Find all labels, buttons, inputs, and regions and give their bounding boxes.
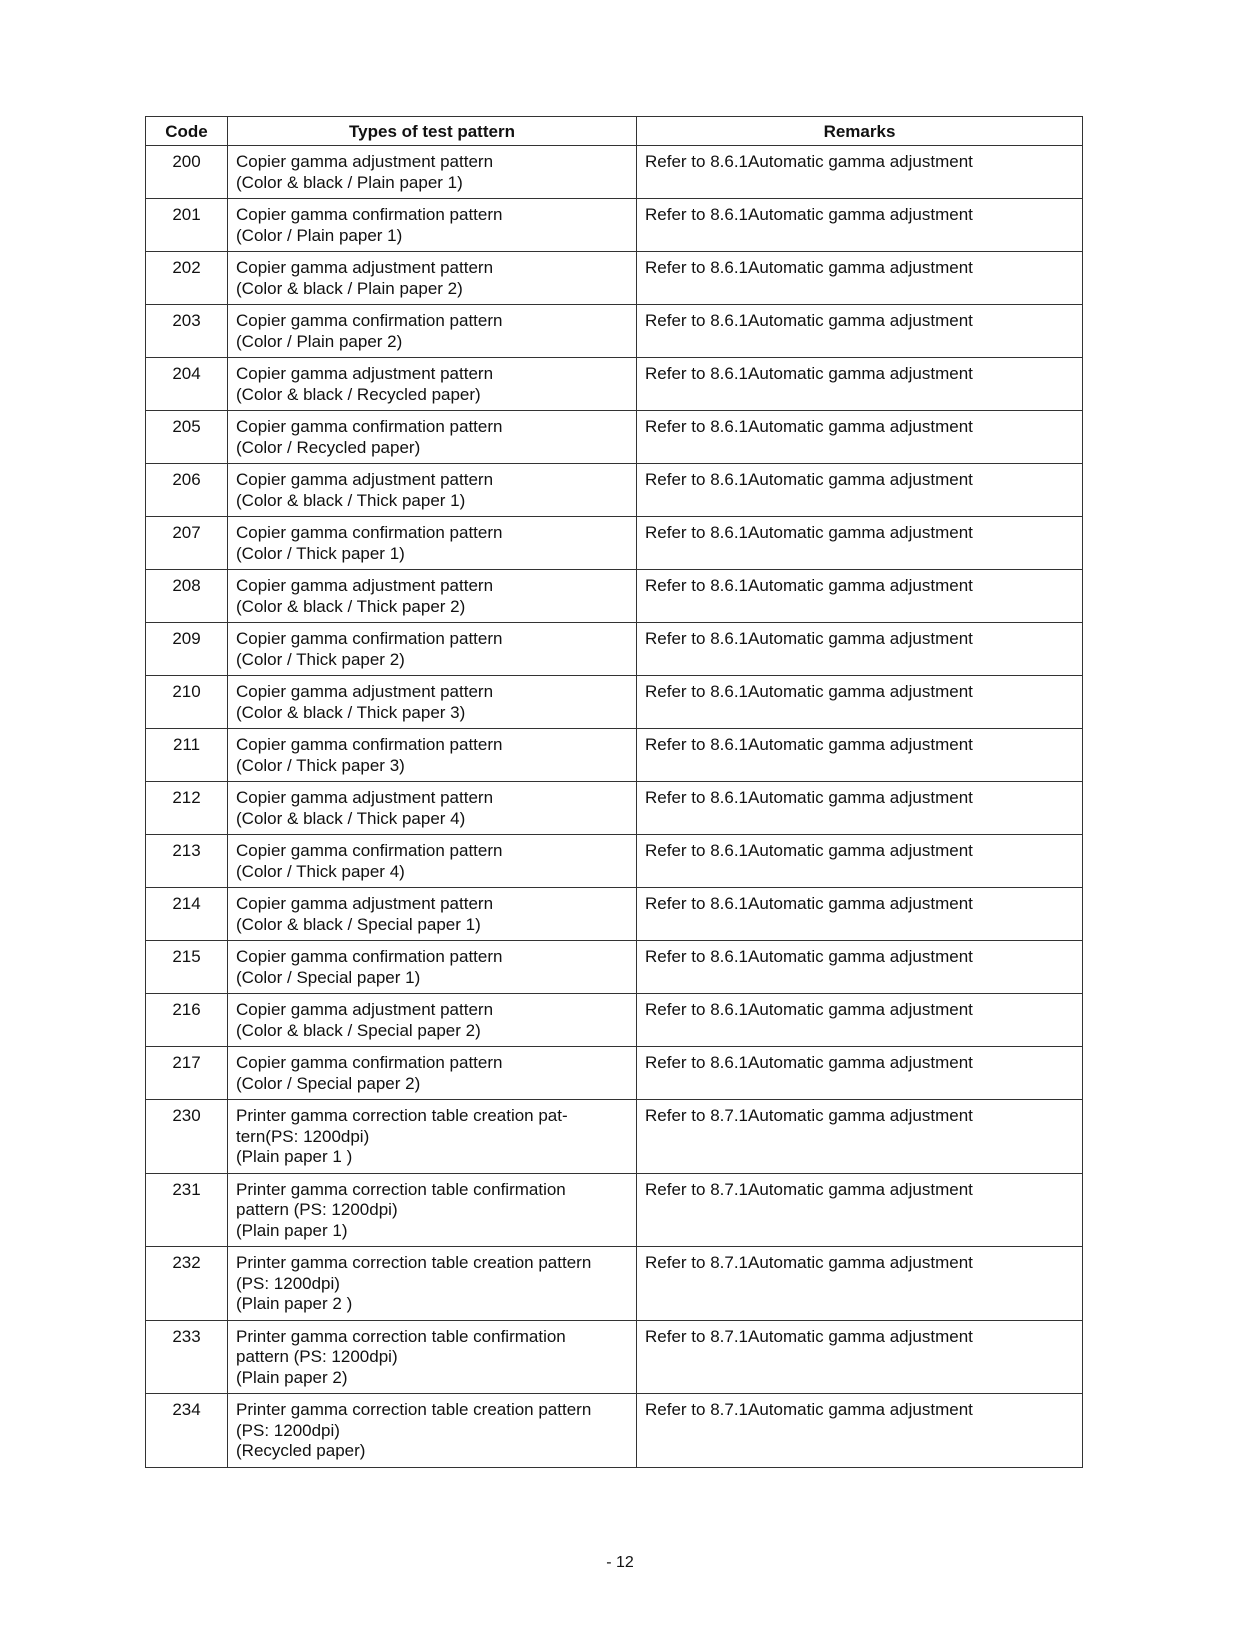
type-line: (Color / Thick paper 2) <box>236 649 405 669</box>
type-line: Copier gamma confirmation pattern <box>236 947 503 966</box>
type-line: Copier gamma adjustment pattern <box>236 1000 494 1019</box>
type-cell <box>228 199 637 252</box>
remarks-cell: Refer to 8.6.1Automatic gamma adjustment <box>637 676 1083 729</box>
remarks-cell: Refer to 8.6.1Automatic gamma adjustment <box>637 199 1083 252</box>
type-line: pattern (PS: 1200dpi) <box>236 1347 398 1366</box>
type-line: Copier gamma confirmation pattern <box>236 841 503 860</box>
remarks-cell: Refer to 8.7.1Automatic gamma adjustment <box>637 1394 1083 1468</box>
type-cell <box>228 252 637 305</box>
remarks-cell: Refer to 8.6.1Automatic gamma adjustment <box>637 888 1083 941</box>
type-line: Printer gamma correction table confirmation <box>236 1179 566 1199</box>
type-line: Printer gamma correction table creation pattern <box>236 1253 592 1272</box>
type-line: (Color / Thick paper 3) <box>236 755 405 775</box>
table-row <box>146 676 1083 729</box>
type-cell <box>228 888 637 941</box>
type-cell <box>228 1173 637 1247</box>
table-row <box>146 146 1083 199</box>
table-row <box>146 1047 1083 1100</box>
table-row <box>146 464 1083 517</box>
type-line: (Color / Special paper 1) <box>236 967 421 987</box>
type-line: (Color & black / Recycled paper) <box>236 384 481 404</box>
code-cell: 206 <box>146 464 228 517</box>
type-line: (Color / Thick paper 4) <box>236 861 405 881</box>
type-line: (Color / Plain paper 1) <box>236 225 403 245</box>
test-pattern-table <box>145 116 1083 1468</box>
type-line: Printer gamma correction table confirmation <box>236 1326 566 1346</box>
type-line: (Color & black / Special paper 1) <box>236 914 481 934</box>
type-line: (Color & black / Plain paper 1) <box>236 172 463 192</box>
code-cell: 209 <box>146 623 228 676</box>
code-cell: 213 <box>146 835 228 888</box>
type-cell <box>228 1247 637 1321</box>
type-line: (Plain paper 2) <box>236 1367 348 1387</box>
type-line: (Color & black / Special paper 2) <box>236 1020 481 1040</box>
code-cell: 230 <box>146 1100 228 1174</box>
type-cell <box>228 358 637 411</box>
table-row <box>146 1173 1083 1247</box>
table-row <box>146 1247 1083 1321</box>
type-cell <box>228 464 637 517</box>
remarks-cell: Refer to 8.6.1Automatic gamma adjustment <box>637 994 1083 1047</box>
type-cell <box>228 623 637 676</box>
type-line: (Color / Plain paper 2) <box>236 331 403 351</box>
type-cell <box>228 994 637 1047</box>
remarks-cell: Refer to 8.6.1Automatic gamma adjustment <box>637 570 1083 623</box>
type-line: (Color & black / Plain paper 2) <box>236 278 463 298</box>
code-cell: 210 <box>146 676 228 729</box>
table-row <box>146 888 1083 941</box>
code-cell: 214 <box>146 888 228 941</box>
table-row <box>146 835 1083 888</box>
table-body <box>146 146 1083 1468</box>
type-line: Copier gamma adjustment pattern <box>236 152 494 171</box>
type-line: (Color / Recycled paper) <box>236 437 421 457</box>
code-cell: 203 <box>146 305 228 358</box>
type-line: Printer gamma correction table creation pattern <box>236 1400 592 1419</box>
type-cell <box>228 729 637 782</box>
type-line: (PS: 1200dpi) <box>236 1273 340 1293</box>
code-cell: 205 <box>146 411 228 464</box>
header-type: Types of test pattern <box>228 117 637 146</box>
type-line: (PS: 1200dpi) <box>236 1420 340 1440</box>
table-row <box>146 517 1083 570</box>
code-cell: 217 <box>146 1047 228 1100</box>
code-cell: 216 <box>146 994 228 1047</box>
table-row <box>146 358 1083 411</box>
remarks-cell: Refer to 8.6.1Automatic gamma adjustment <box>637 941 1083 994</box>
type-line: (Color & black / Thick paper 4) <box>236 808 466 828</box>
remarks-cell: Refer to 8.7.1Automatic gamma adjustment <box>637 1100 1083 1174</box>
type-line: Copier gamma confirmation pattern <box>236 629 503 648</box>
code-cell: 211 <box>146 729 228 782</box>
type-line: (Plain paper 2 ) <box>236 1294 353 1313</box>
type-line: Copier gamma adjustment pattern <box>236 470 494 489</box>
type-line: (Recycled paper) <box>236 1441 366 1460</box>
type-line: Copier gamma confirmation pattern <box>236 735 503 754</box>
type-cell <box>228 835 637 888</box>
type-line: Copier gamma confirmation pattern <box>236 311 503 330</box>
code-cell: 207 <box>146 517 228 570</box>
type-line: Copier gamma adjustment pattern <box>236 682 494 701</box>
type-line: Copier gamma adjustment pattern <box>236 894 494 913</box>
type-cell <box>228 305 637 358</box>
type-cell <box>228 1047 637 1100</box>
page-number: - 12 <box>606 1554 634 1571</box>
table-row <box>146 782 1083 835</box>
code-cell: 232 <box>146 1247 228 1321</box>
type-cell <box>228 782 637 835</box>
header-remarks: Remarks <box>637 117 1083 146</box>
table-row <box>146 411 1083 464</box>
type-line: (Color / Thick paper 1) <box>236 543 405 563</box>
remarks-cell: Refer to 8.6.1Automatic gamma adjustment <box>637 517 1083 570</box>
type-cell <box>228 1320 637 1394</box>
remarks-cell: Refer to 8.7.1Automatic gamma adjustment <box>637 1320 1083 1394</box>
table-row <box>146 305 1083 358</box>
type-cell <box>228 570 637 623</box>
type-cell <box>228 1394 637 1468</box>
header-code: Code <box>146 117 228 146</box>
remarks-cell: Refer to 8.6.1Automatic gamma adjustment <box>637 835 1083 888</box>
type-line: Copier gamma adjustment pattern <box>236 364 494 383</box>
type-line: Copier gamma adjustment pattern <box>236 258 494 277</box>
table-row <box>146 941 1083 994</box>
type-line: tern(PS: 1200dpi) <box>236 1126 370 1146</box>
remarks-cell: Refer to 8.6.1Automatic gamma adjustment <box>637 146 1083 199</box>
type-cell <box>228 676 637 729</box>
table-row <box>146 252 1083 305</box>
remarks-cell: Refer to 8.6.1Automatic gamma adjustment <box>637 623 1083 676</box>
type-line: (Plain paper 1) <box>236 1220 348 1240</box>
table-row <box>146 1100 1083 1174</box>
table-row <box>146 994 1083 1047</box>
remarks-cell: Refer to 8.6.1Automatic gamma adjustment <box>637 411 1083 464</box>
remarks-cell: Refer to 8.7.1Automatic gamma adjustment <box>637 1247 1083 1321</box>
code-cell: 212 <box>146 782 228 835</box>
type-cell <box>228 1100 637 1174</box>
code-cell: 234 <box>146 1394 228 1468</box>
remarks-cell: Refer to 8.6.1Automatic gamma adjustment <box>637 729 1083 782</box>
remarks-cell: Refer to 8.6.1Automatic gamma adjustment <box>637 464 1083 517</box>
type-line: Copier gamma confirmation pattern <box>236 523 503 542</box>
remarks-cell: Refer to 8.6.1Automatic gamma adjustment <box>637 252 1083 305</box>
code-cell: 204 <box>146 358 228 411</box>
type-line: Copier gamma adjustment pattern <box>236 576 494 595</box>
remarks-cell: Refer to 8.6.1Automatic gamma adjustment <box>637 358 1083 411</box>
code-cell: 202 <box>146 252 228 305</box>
remarks-cell: Refer to 8.6.1Automatic gamma adjustment <box>637 782 1083 835</box>
type-line: Copier gamma confirmation pattern <box>236 417 503 436</box>
table-header-row <box>146 117 1083 146</box>
code-cell: 208 <box>146 570 228 623</box>
code-cell: 200 <box>146 146 228 199</box>
code-cell: 201 <box>146 199 228 252</box>
code-cell: 233 <box>146 1320 228 1394</box>
type-line: (Color & black / Thick paper 2) <box>236 596 466 616</box>
remarks-cell: Refer to 8.6.1Automatic gamma adjustment <box>637 1047 1083 1100</box>
type-line: Copier gamma adjustment pattern <box>236 788 494 807</box>
table-row <box>146 570 1083 623</box>
table-row <box>146 1394 1083 1468</box>
type-line: Copier gamma confirmation pattern <box>236 205 503 224</box>
remarks-cell: Refer to 8.6.1Automatic gamma adjustment <box>637 305 1083 358</box>
type-line: (Color & black / Thick paper 3) <box>236 702 466 722</box>
type-line: pattern (PS: 1200dpi) <box>236 1200 398 1219</box>
type-line: (Plain paper 1 ) <box>236 1147 353 1166</box>
table-row <box>146 1320 1083 1394</box>
type-line: (Color & black / Thick paper 1) <box>236 490 466 510</box>
remarks-cell: Refer to 8.7.1Automatic gamma adjustment <box>637 1173 1083 1247</box>
type-line: Printer gamma correction table creation pat- <box>236 1106 568 1125</box>
type-cell <box>228 411 637 464</box>
type-line: (Color / Special paper 2) <box>236 1073 421 1093</box>
table-row <box>146 199 1083 252</box>
table-row <box>146 623 1083 676</box>
code-cell: 215 <box>146 941 228 994</box>
type-cell <box>228 517 637 570</box>
code-cell: 231 <box>146 1173 228 1247</box>
type-cell <box>228 146 637 199</box>
type-line: Copier gamma confirmation pattern <box>236 1053 503 1072</box>
table-row <box>146 729 1083 782</box>
type-cell <box>228 941 637 994</box>
